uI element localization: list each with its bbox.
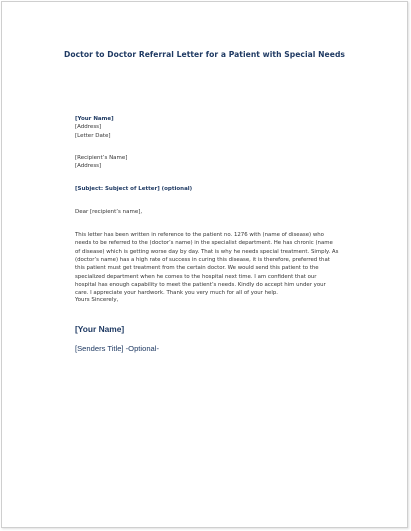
signature-title: [Senders Title] -Optional- <box>75 344 159 353</box>
recipient-block <box>75 154 127 171</box>
document-title: Doctor to Doctor Referral Letter for a Patient with Special Needs <box>63 50 346 59</box>
letter-page <box>1 1 408 528</box>
recipient-name: [Recipient’s Name] <box>75 155 128 161</box>
signature-name: [Your Name] <box>75 324 125 334</box>
sender-block <box>75 115 114 140</box>
closing-text: Yours Sincerely, <box>75 297 119 303</box>
body-line: hospital has enough capability to meet the patient’s needs. Kindly do accept him under your <box>75 282 326 289</box>
body-line: (doctor’s name) has a high rate of success in curing this disease, it is therefore, preferred that <box>75 257 330 264</box>
body-line: of disease) which is getting worse day by day. That is why he needs special treatment. Simply. As <box>75 248 339 255</box>
sender-address: [Address] <box>75 124 102 131</box>
letter-body <box>75 231 343 298</box>
salutation-text: Dear [recipient’s name], <box>75 209 143 215</box>
closing <box>75 296 118 304</box>
salutation <box>75 208 142 216</box>
body-line: this patient must get treatment from the certain doctor. We would send this patient to the <box>75 265 319 272</box>
letter-date: [Letter Date] <box>75 132 111 139</box>
subject-line <box>75 185 192 193</box>
recipient-address: [Address] <box>75 163 102 170</box>
body-line: specialized department when he comes to the hospital next time. I am confident that our <box>75 273 317 280</box>
body-line: care. I appreciate your hardwork. Thank you very much for all of your help. <box>75 290 278 297</box>
body-line: This letter has been written in reference to the patient no. 1276 with (name of disease) who <box>75 232 324 238</box>
sender-name: [Your Name] <box>75 116 114 122</box>
body-line: needs to be referred to the (doctor’s name) in the specialist department. He has chronic (name <box>75 240 333 247</box>
subject-text: [Subject: Subject of Letter] (optional) <box>75 186 193 192</box>
